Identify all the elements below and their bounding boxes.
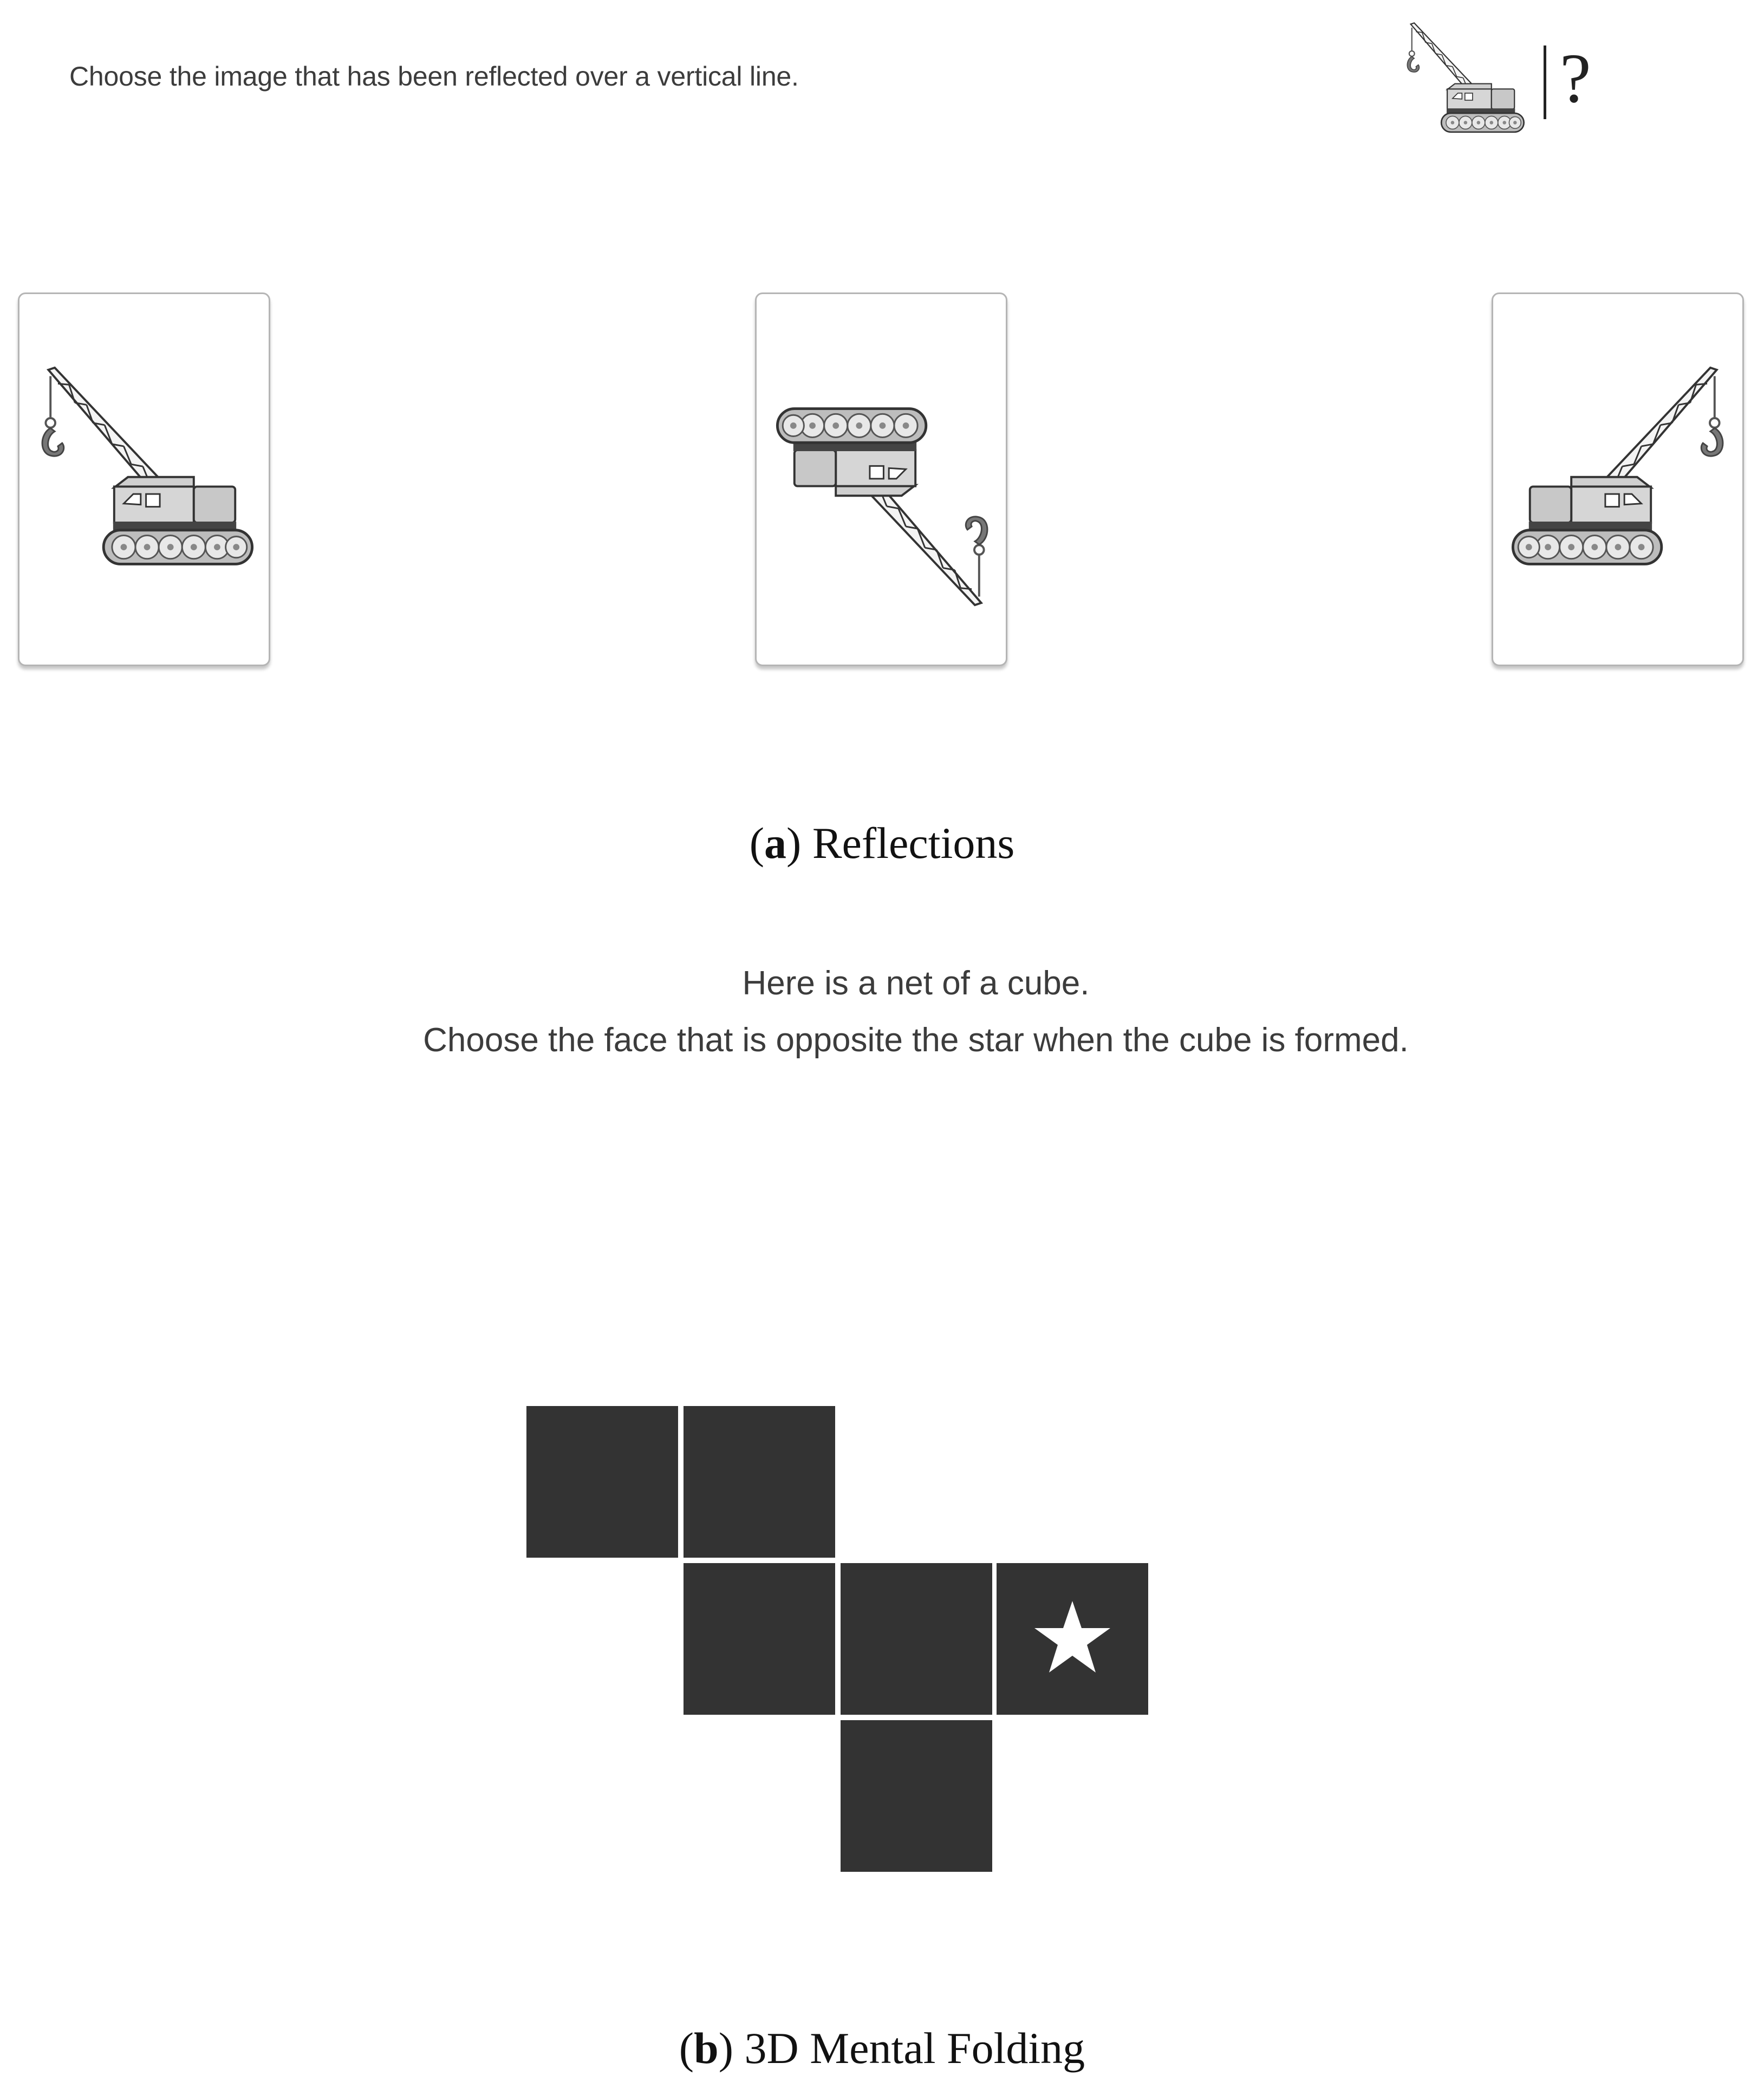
cube-face-star[interactable] xyxy=(997,1563,1148,1715)
option-card-2[interactable] xyxy=(755,292,1007,666)
reference-crane-icon xyxy=(1400,15,1533,145)
caption-b: (b) 3D Mental Folding xyxy=(679,2023,1085,2073)
option-card-3[interactable] xyxy=(1492,292,1744,666)
caption-letter: a xyxy=(764,818,787,868)
caption-a: (a) Reflections xyxy=(749,818,1015,868)
star-icon xyxy=(997,1563,1148,1715)
crane-icon xyxy=(1407,23,1524,132)
crane-icon xyxy=(1493,294,1746,668)
cube-face-3[interactable] xyxy=(684,1563,835,1715)
folding-prompt-line2: Choose the face that is opposite the star when the cube is formed. xyxy=(423,1021,1409,1059)
caption-letter: b xyxy=(694,2023,719,2073)
cube-face-2[interactable] xyxy=(684,1406,835,1558)
folding-prompt-line1: Here is a net of a cube. xyxy=(742,965,1090,1002)
reflection-prompt: Choose the image that has been reflected over a vertical line. xyxy=(69,61,799,92)
option-card-1[interactable] xyxy=(18,292,270,666)
cube-face-6[interactable] xyxy=(841,1720,992,1872)
caption-text: Reflections xyxy=(812,818,1015,868)
cube-face-1[interactable] xyxy=(526,1406,678,1558)
crane-icon xyxy=(757,294,1009,668)
cube-face-4[interactable] xyxy=(841,1563,992,1715)
divider-line xyxy=(1544,45,1546,119)
crane-icon xyxy=(19,294,272,668)
question-mark: ? xyxy=(1560,40,1591,118)
caption-text: 3D Mental Folding xyxy=(744,2023,1085,2073)
